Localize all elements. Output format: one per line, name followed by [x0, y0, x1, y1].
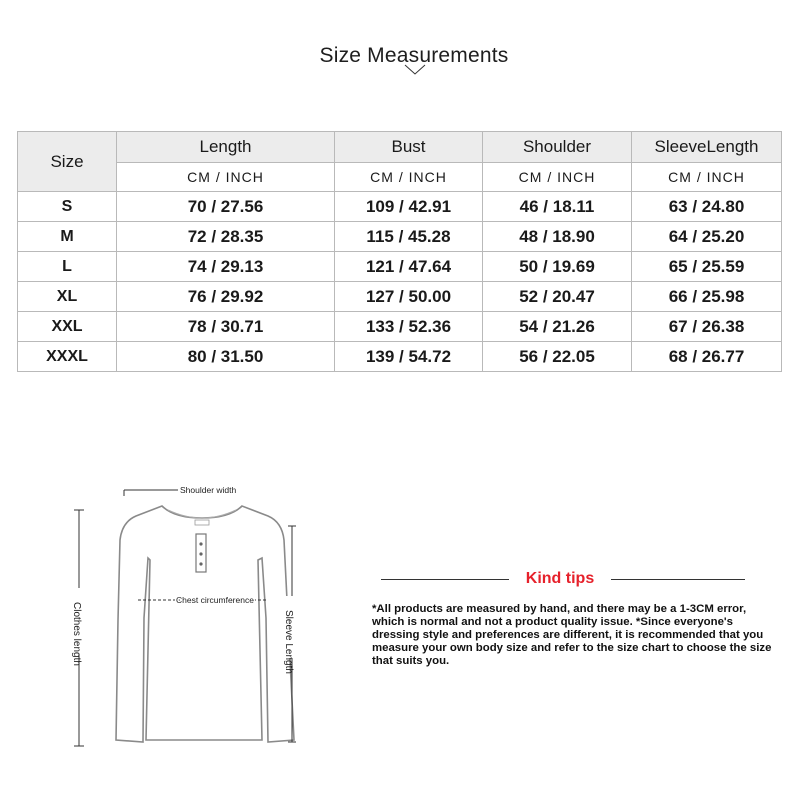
neck-tag [195, 520, 209, 525]
table-cell: 121 / 47.64 [335, 252, 483, 282]
table-cell: 68 / 26.77 [632, 342, 782, 372]
table-cell: 109 / 42.91 [335, 192, 483, 222]
clothes-length-label: Clothes length [71, 602, 82, 666]
unit-label: CM / INCH [335, 163, 483, 192]
table-cell: 64 / 25.20 [632, 222, 782, 252]
table-cell: 66 / 25.98 [632, 282, 782, 312]
divider-line [381, 579, 509, 580]
table-cell: 115 / 45.28 [335, 222, 483, 252]
kind-tips-title: Kind tips [525, 570, 595, 587]
table-row [18, 252, 782, 282]
table-cell: 74 / 29.13 [117, 252, 335, 282]
size-cell: XXL [18, 312, 117, 342]
table-row [18, 222, 782, 252]
column-header-length: Length [117, 132, 335, 163]
table-header-row [18, 132, 782, 163]
table-cell: 133 / 52.36 [335, 312, 483, 342]
size-cell: L [18, 252, 117, 282]
size-cell: XL [18, 282, 117, 312]
table-cell: 63 / 24.80 [632, 192, 782, 222]
size-cell: M [18, 222, 117, 252]
kind-tips-text: *All products are measured by hand, and there may be a 1-3CM error, which is normal and not a product quality issue. *Since everyone's dressing style and preferences are different, it is recommended that you measure your own body size and refer to the size chart to choose the size that suits you. [372, 603, 772, 667]
chest-circumference-label: Chest circumference [176, 595, 254, 605]
table-cell: 52 / 20.47 [483, 282, 632, 312]
column-header-sleeve-length: SleeveLength [632, 132, 782, 163]
table-cell: 56 / 22.05 [483, 342, 632, 372]
shirt-outline-icon [116, 506, 294, 742]
divider-line [611, 579, 745, 580]
table-row [18, 282, 782, 312]
table-cell: 67 / 26.38 [632, 312, 782, 342]
column-header-shoulder: Shoulder [483, 132, 632, 163]
table-cell: 46 / 18.11 [483, 192, 632, 222]
unit-label: CM / INCH [632, 163, 782, 192]
table-cell: 80 / 31.50 [117, 342, 335, 372]
table-cell: 76 / 29.92 [117, 282, 335, 312]
table-row [18, 312, 782, 342]
sleeve-length-label: Sleeve Length [283, 610, 294, 674]
table-cell: 127 / 50.00 [335, 282, 483, 312]
table-cell: 65 / 25.59 [632, 252, 782, 282]
page-title: Size Measurements [319, 44, 509, 67]
unit-label: CM / INCH [483, 163, 632, 192]
size-column-header: Size [18, 132, 117, 192]
table-cell: 72 / 28.35 [117, 222, 335, 252]
table-cell: 50 / 19.69 [483, 252, 632, 282]
size-cell: S [18, 192, 117, 222]
table-row [18, 342, 782, 372]
table-row [18, 192, 782, 222]
unit-label: CM / INCH [117, 163, 335, 192]
table-cell: 78 / 30.71 [117, 312, 335, 342]
size-cell: XXXL [18, 342, 117, 372]
shoulder-width-label: Shoulder width [180, 485, 237, 495]
size-table [17, 131, 782, 372]
table-cell: 139 / 54.72 [335, 342, 483, 372]
shirt-measurement-diagram [40, 470, 370, 770]
column-header-bust: Bust [335, 132, 483, 163]
chevron-down-icon [404, 64, 426, 76]
unit-header-row [18, 163, 782, 192]
table-cell: 48 / 18.90 [483, 222, 632, 252]
table-cell: 54 / 21.26 [483, 312, 632, 342]
table-cell: 70 / 27.56 [117, 192, 335, 222]
